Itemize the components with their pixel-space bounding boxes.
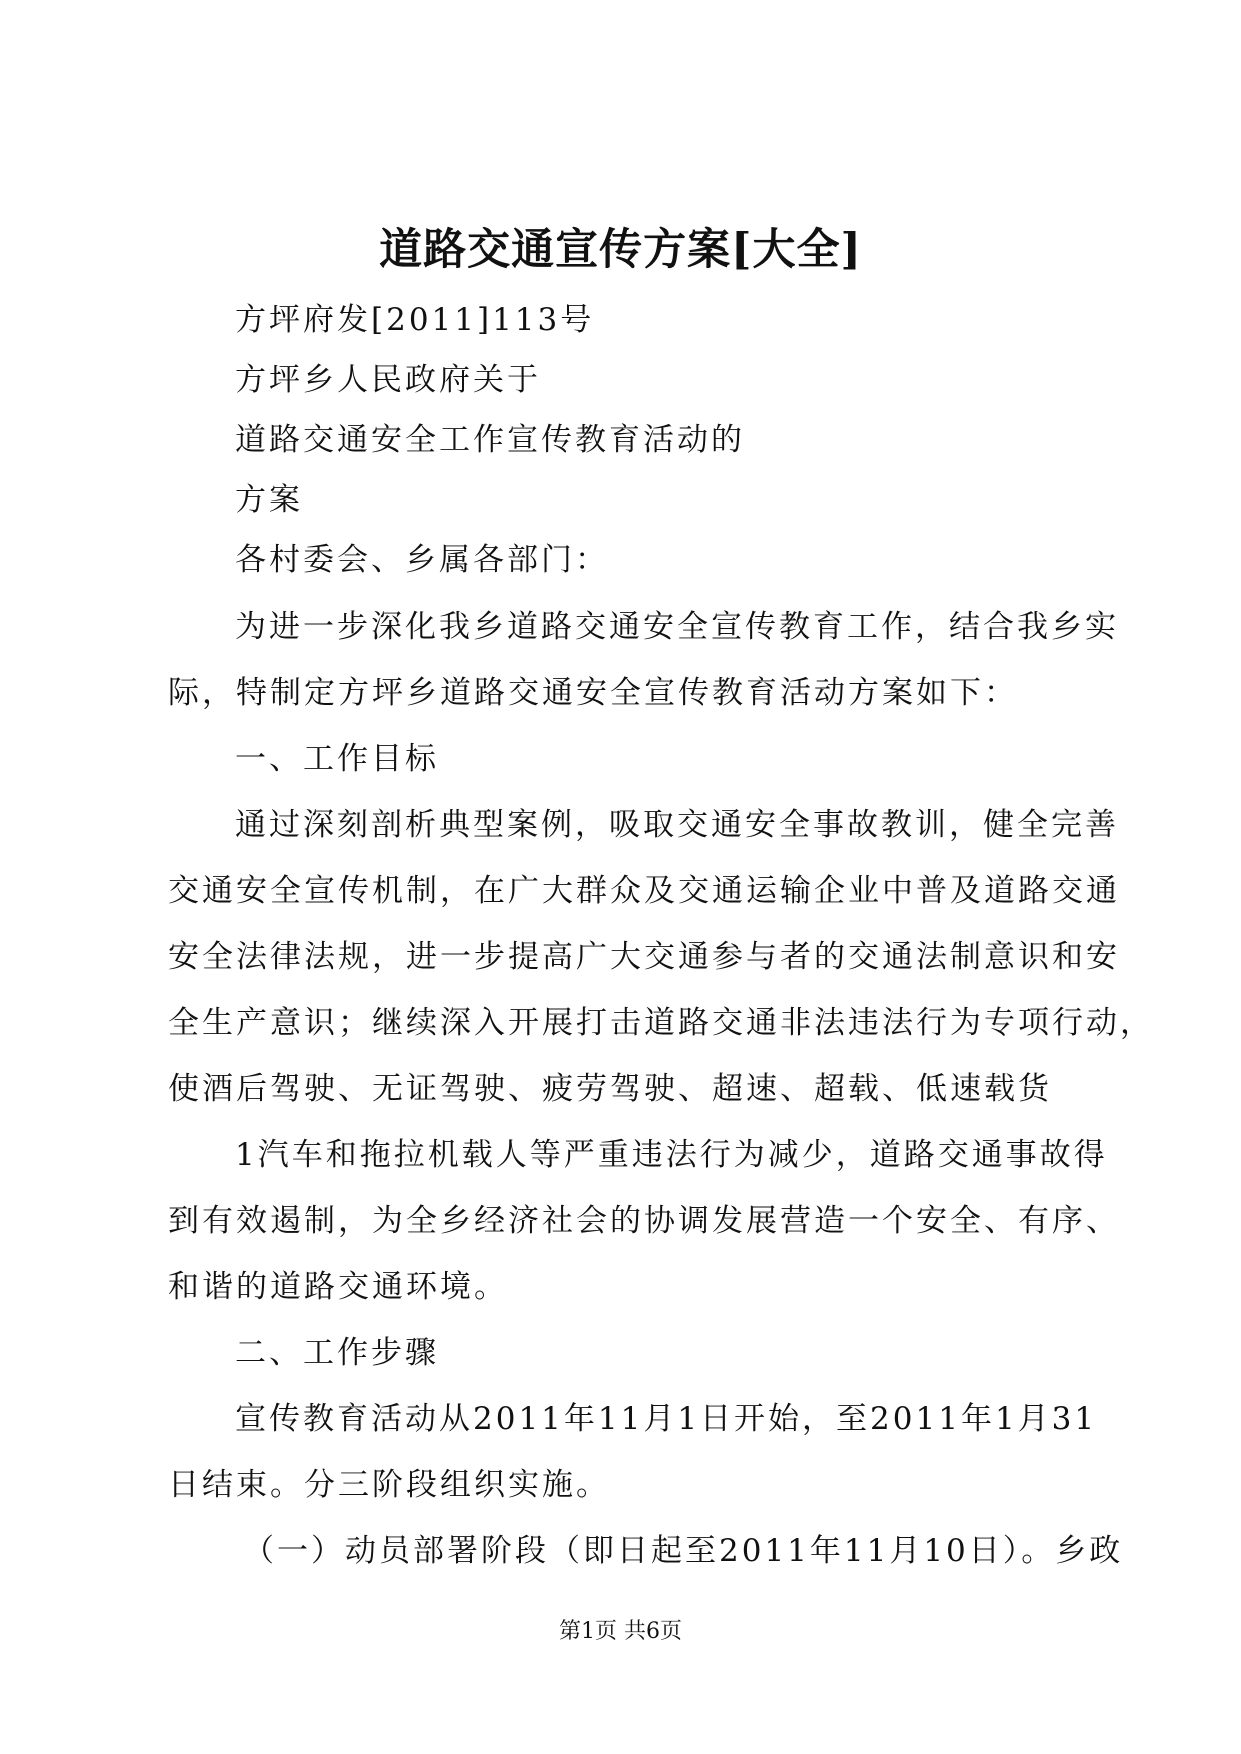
paragraph-line: 日结束。分三阶段组织实施。 <box>168 1467 610 1503</box>
subject-line: 道路交通安全工作宣传教育活动的 <box>235 422 745 458</box>
salutation: 各村委会、乡属各部门： <box>235 542 609 578</box>
section-heading: 一、工作目标 <box>235 741 439 777</box>
paragraph-line: 际，特制定方坪乡道路交通安全宣传教育活动方案如下： <box>168 675 1018 711</box>
paragraph-line: （一）动员部署阶段（即日起至2011年11月10日）。乡政 <box>243 1533 1124 1569</box>
issuer-line: 方坪乡人民政府关于 <box>235 362 541 398</box>
paragraph-line: 全生产意识；继续深入开展打击道路交通非法违法行为专项行动， <box>168 1005 1154 1041</box>
section-heading: 二、工作步骤 <box>235 1335 439 1371</box>
paragraph-line: 通过深刻剖析典型案例，吸取交通安全事故教训，健全完善 <box>235 807 1119 843</box>
paragraph-line: 使酒后驾驶、无证驾驶、疲劳驾驶、超速、超载、低速载货 <box>168 1071 1052 1107</box>
paragraph-line: 为进一步深化我乡道路交通安全宣传教育工作，结合我乡实 <box>235 609 1119 645</box>
paragraph-line: 和谐的道路交通环境。 <box>168 1269 508 1305</box>
page-footer: 第1页 共6页 <box>559 1619 682 1644</box>
document-title: 道路交通宣传方案[大全] <box>379 225 862 275</box>
paragraph-line: 到有效遏制，为全乡经济社会的协调发展营造一个安全、有序、 <box>168 1203 1120 1239</box>
paragraph-line: 交通安全宣传机制，在广大群众及交通运输企业中普及道路交通 <box>168 873 1120 909</box>
paragraph-line: 宣传教育活动从2011年11月1日开始，至2011年1月31 <box>235 1401 1098 1437</box>
paragraph-line: 安全法律法规，进一步提高广大交通参与者的交通法制意识和安 <box>168 939 1120 975</box>
subject-line-end: 方案 <box>235 482 303 518</box>
doc-number: 方坪府发[2011]113号 <box>235 302 595 338</box>
paragraph-line: 1汽车和拖拉机载人等严重违法行为减少，道路交通事故得 <box>235 1137 1108 1173</box>
